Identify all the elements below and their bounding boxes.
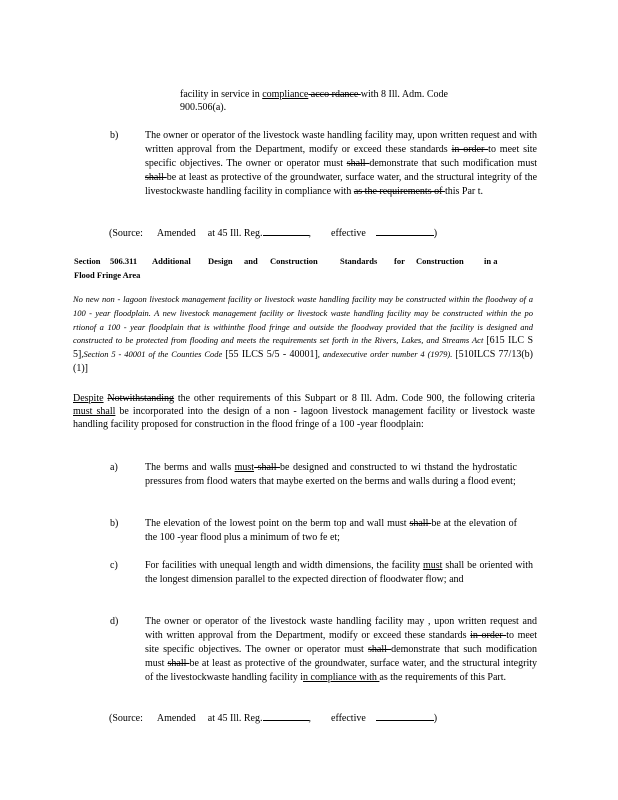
deleted-text: shall (346, 158, 370, 169)
item-label: b) (110, 518, 119, 529)
inserted-text: Despite (73, 393, 104, 404)
deleted-text: shall (254, 462, 280, 473)
section-heading: Section 506.311 Additional Design and Construction Standards for Construction in a Flood Fringe Area (74, 256, 498, 280)
item-label: d) (110, 616, 119, 627)
source-note: (Source: Amended at 45 Ill. Reg. , effective ) (109, 710, 437, 725)
continued-paragraph: facility in service in compliance acco rdance with 8 Ill. Adm. Code 900.506(a). (180, 89, 448, 113)
inserted-text: must shall (73, 406, 116, 418)
deleted-text: in order (470, 630, 507, 641)
deleted-text: shall (409, 518, 432, 529)
deleted-text: shall (368, 644, 392, 655)
deleted-text: Notwithstanding (107, 393, 175, 404)
item-label: a) (110, 462, 118, 473)
inserted-text: must (422, 560, 443, 571)
blank-line (376, 710, 434, 721)
deleted-text: acco rdance (308, 89, 361, 100)
inserted-text: must (234, 462, 255, 473)
item-label: c) (110, 560, 118, 571)
intro-paragraph: Despite Notwithstanding the other requirements of this Subpart or 8 Ill. Adm. Code 900, the following criteria must shall be incorporated into the design of a non - lagoon livestock management facility or livestock waste handling facility proposed for construction in the flood fringe of a 100 -year floodplain: (73, 393, 535, 431)
blank-line (376, 225, 434, 236)
item-b-second-paragraph: The elevation of the lowest point on the berm top and wall must shall be at the elevation of the 100 -year flood plus a minimum of two fe et; (145, 518, 517, 543)
item-label: b) (110, 130, 119, 141)
inserted-text: n compliance with (303, 672, 380, 683)
deleted-text: as the requirements of (353, 186, 445, 197)
blank-line (263, 225, 309, 236)
item-b-paragraph: The owner or operator of the livestock waste handling facility may, upon written request and with written approval from the Department, modify or exceed these standards in order to meet site specific objectives. The owner or operator must shall demonstrate that such modification must shall be at least as protective of the groundwater, surface water, and the structural integrity of the livestockwaste handling facility in compliance with as the requirements of this Par t. (145, 130, 538, 197)
item-d-paragraph: The owner or operator of the livestock waste handling facility may , upon written request and with written approval from the Department, modify or exceed these standards in order to meet site specific objectives. The owner or operator must shall demonstrate that such modification must shall be at least as protective of the groundwater, surface water, and the structural integrity of the livestockwaste handling facility in compliance with as the requirements of this Part. (145, 616, 538, 683)
item-a-paragraph: The berms and walls must shall be designed and constructed to wi thstand the hydrostatic pressures from flood waters that maybe exerted on the berms and walls during a flood event; (145, 462, 517, 487)
inserted-text: compliance (262, 89, 309, 100)
deleted-text: shall (167, 658, 190, 669)
deleted-text: in order (451, 144, 489, 155)
statutory-text: No new non - lagoon livestock management facility or livestock waste handling facility may be constructed within the floodway of a 100 - year floodplain. A new livestock management facility or livestock waste handling facility may be constructed within the po rtionof a 100 - year floodplain that is withinthe flood fringe and outside the floodway provided that the facility is designed and constructed to be protected from flooding and meets the requirements set forth in the Rivers, Lakes, and Streams Act [615 ILC S 5],Section 5 - 40001 of the Counties Code [55 ILCS 5/5 - 40001], andexecutive order number 4 (1979). [510ILCS 77/13(b)(1)] (73, 294, 534, 374)
item-c-paragraph: For facilities with unequal length and width dimensions, the facility must shall be oriented with the longest dimension parallel to the expected direction of floodwater flow; and (145, 560, 534, 585)
blank-line (263, 710, 309, 721)
source-note: (Source: Amended at 45 Ill. Reg. , effective ) (109, 225, 437, 240)
deleted-text: shall (145, 172, 167, 183)
